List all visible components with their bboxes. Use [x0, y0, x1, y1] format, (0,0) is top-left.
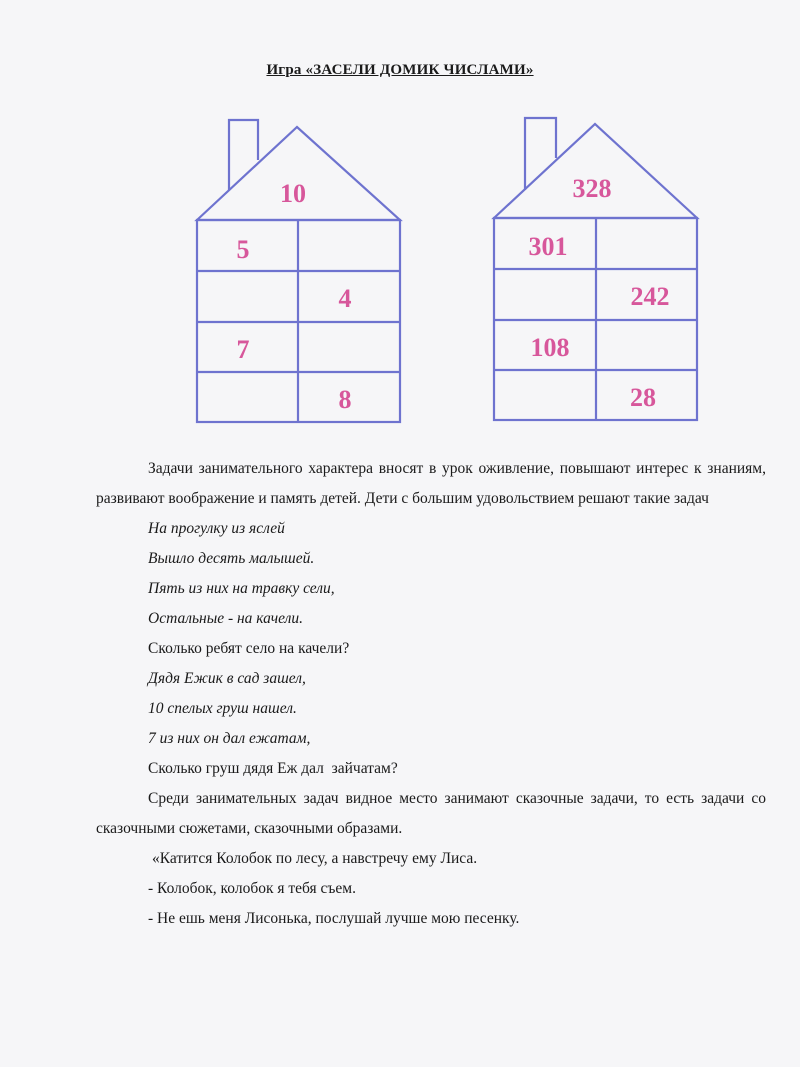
house-left-cell: 4 — [338, 284, 352, 313]
house-right-roof-number: 328 — [572, 174, 612, 203]
house-right-cell: 301 — [528, 232, 568, 261]
story-line: - Колобок, колобок я тебя съем. — [148, 880, 356, 897]
question-line: Сколько ребят село на качели? — [148, 640, 350, 657]
poem-line: На прогулку из яслей — [148, 520, 285, 537]
question-line: Сколько груш дядя Еж дал зайчатам? — [148, 760, 398, 777]
house-left-roof-number: 10 — [280, 179, 306, 208]
houses-illustration — [0, 0, 800, 440]
paragraph-intro: Задачи занимательного характера вносят в урок оживление, повышают интерес к знаниям, развивают воображение и память детей. Дети с большим удовольствием решают такие задач — [96, 460, 766, 507]
poem-line: Дядя Ежик в сад зашел, — [148, 670, 306, 687]
poem-line: 7 из них он дал ежатам, — [148, 730, 311, 747]
poem-line: Пять из них на травку сели, — [148, 580, 335, 597]
story-line: «Катится Колобок по лесу, а навстречу ему Лиса. — [152, 850, 478, 867]
house-left-cell: 7 — [236, 335, 250, 364]
paragraph-fairy-tales: Среди занимательных задач видное место занимают сказочные задачи, то есть задачи со сказочными сюжетами, сказочными образами. — [96, 790, 766, 837]
house-left — [197, 120, 400, 422]
poem-line: Вышло десять малышей. — [148, 550, 315, 567]
poem-line: Остальные - на качели. — [148, 610, 303, 627]
body-text — [96, 454, 766, 934]
story-line: - Не ешь меня Лисонька, послушай лучше мою песенку. — [148, 910, 520, 927]
house-left-cell: 5 — [236, 235, 250, 264]
house-right-cell: 242 — [630, 282, 670, 311]
poem-line: 10 спелых груш нашел. — [148, 700, 297, 717]
house-left-cell: 8 — [338, 385, 352, 414]
house-right — [494, 118, 697, 420]
house-right-cell: 28 — [630, 383, 656, 412]
page-title: Игра «ЗАСЕЛИ ДОМИК ЧИСЛАМИ» — [266, 62, 534, 78]
house-right-cell: 108 — [530, 333, 570, 362]
